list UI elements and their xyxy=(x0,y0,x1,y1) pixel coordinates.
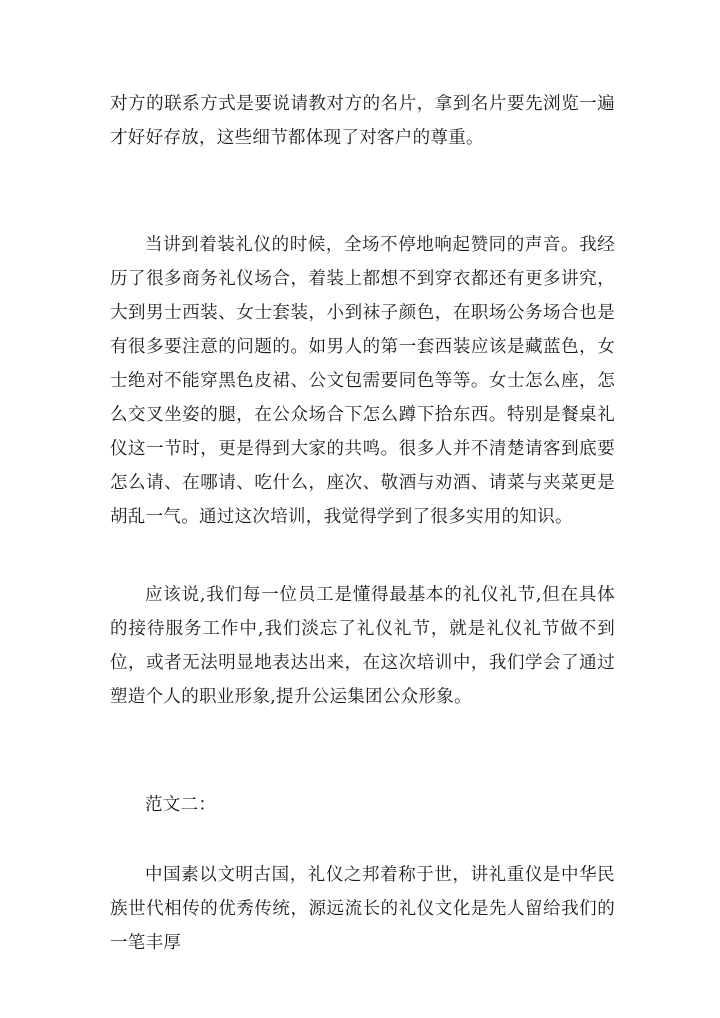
paragraph-staff-etiquette: 应该说,我们每一位员工是懂得最基本的礼仪礼节,但在具体的接待服务工作中,我们淡忘了礼仪礼节，就是礼仪礼节做不到位，或者无法明显地表达出来，在这次培训中，我们学会了通过塑造个人的职业形象,提升公运集团公众形象。 xyxy=(110,585,615,707)
section-heading-sample-two: 范文二： xyxy=(145,795,217,815)
paragraph-dress-etiquette: 当讲到着装礼仪的时候，全场不停地响起赞同的声音。我经历了很多商务礼仪场合，着装上都想不到穿衣都还有更多讲究，大到男士西装、女士套装，小到袜子颜色，在职场公务场合也是有很多要注意的问题的。如男人的第一套西装应该是藏蓝色，女士绝对不能穿黑色皮裙、公文包需要同色等等。女士怎么座，怎么交叉坐姿的腿，在公众场合下怎么蹲下拾东西。特别是餐桌礼仪这一节时，更是得到大家的共鸣。很多人并不清楚请客到底要怎么请、在哪请、吃什么，座次、敬酒与劝酒、请菜与夹菜更是胡乱一气。通过这次培训，我觉得学到了很多实用的知识。 xyxy=(110,235,615,527)
paragraph-continuation: 对方的联系方式是要说请教对方的名片，拿到名片要先浏览一遍才好好存放，这些细节都体现了对客户的尊重。 xyxy=(110,94,615,148)
paragraph-china-etiquette: 中国素以文明古国，礼仪之邦着称于世，讲礼重仪是中华民族世代相传的优秀传统，源远流长的礼仪文化是先人留给我们的一笔丰厚 xyxy=(110,865,615,953)
